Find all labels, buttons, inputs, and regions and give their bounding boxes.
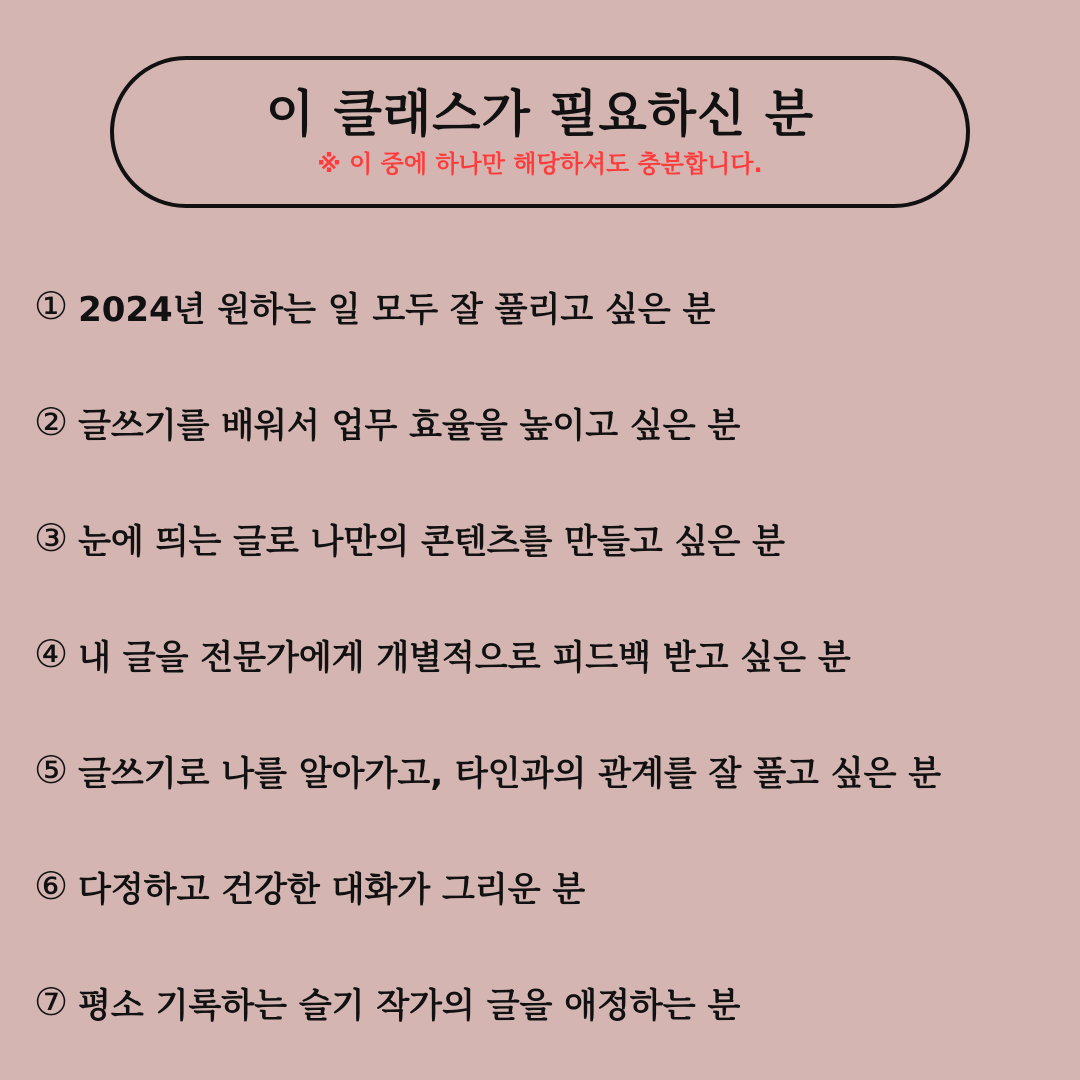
item-number: ④ xyxy=(34,632,69,676)
list-item xyxy=(34,712,1064,828)
subtitle-note: ※ 이 중에 하나만 해당하셔도 충분합니다. xyxy=(317,150,763,179)
header-pill xyxy=(110,56,970,208)
item-number: ⑥ xyxy=(34,864,69,908)
list-item xyxy=(34,596,1064,712)
list-item xyxy=(34,944,1064,1060)
page-title: 이 클래스가 필요하신 분 xyxy=(265,85,815,144)
item-number: ⑤ xyxy=(34,748,69,792)
item-number: ③ xyxy=(34,516,69,560)
item-text: 글쓰기로 나를 알아가고, 타인과의 관계를 잘 풀고 싶은 분 xyxy=(78,753,942,794)
list-item xyxy=(34,248,1064,364)
item-text: 눈에 띄는 글로 나만의 콘텐츠를 만들고 싶은 분 xyxy=(78,521,785,562)
item-text: 2024년 원하는 일 모두 잘 풀리고 싶은 분 xyxy=(78,289,716,330)
item-number: ① xyxy=(34,284,69,328)
item-number: ⑦ xyxy=(34,980,69,1024)
item-number: ② xyxy=(34,400,69,444)
criteria-list xyxy=(34,248,1064,1060)
item-text: 내 글을 전문가에게 개별적으로 피드백 받고 싶은 분 xyxy=(78,637,851,678)
list-item xyxy=(34,480,1064,596)
item-text: 다정하고 건강한 대화가 그리운 분 xyxy=(78,869,586,910)
list-item xyxy=(34,364,1064,480)
item-text: 글쓰기를 배워서 업무 효율을 높이고 싶은 분 xyxy=(78,405,741,446)
list-item xyxy=(34,828,1064,944)
item-text: 평소 기록하는 슬기 작가의 글을 애정하는 분 xyxy=(78,985,741,1026)
